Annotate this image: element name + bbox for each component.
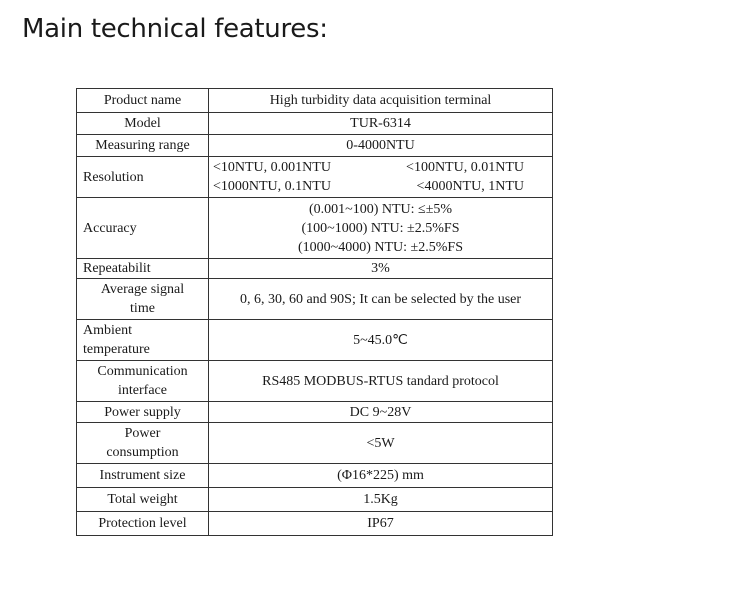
spec-label bbox=[77, 320, 209, 361]
spec-label: Protection level bbox=[77, 512, 209, 536]
table-row bbox=[77, 464, 553, 488]
spec-value: IP67 bbox=[209, 512, 553, 536]
resolution-value: <100NTU, 0.01NTU bbox=[406, 160, 524, 175]
spec-label: Instrument size bbox=[77, 464, 209, 488]
table-row bbox=[77, 259, 553, 279]
accuracy-value: (1000~4000) NTU: ±2.5%FS bbox=[298, 239, 463, 255]
table-row bbox=[77, 423, 553, 464]
spec-label: Resolution bbox=[77, 157, 209, 198]
table-row bbox=[77, 488, 553, 512]
table-row bbox=[77, 361, 553, 402]
spec-label bbox=[77, 361, 209, 402]
spec-label: Accuracy bbox=[77, 198, 209, 259]
resolution-line bbox=[213, 158, 548, 177]
spec-label: Power supply bbox=[77, 402, 209, 423]
spec-label: Product name bbox=[77, 89, 209, 113]
spec-value bbox=[209, 157, 553, 198]
spec-value: 5~45.0℃ bbox=[209, 320, 553, 361]
table-row bbox=[77, 512, 553, 536]
spec-value: RS485 MODBUS-RTUS tandard protocol bbox=[209, 361, 553, 402]
resolution-line bbox=[213, 177, 548, 196]
table-row bbox=[77, 279, 553, 320]
table-row bbox=[77, 135, 553, 157]
resolution-value: <1000NTU, 0.1NTU bbox=[213, 179, 331, 194]
spec-label-line: interface bbox=[118, 383, 167, 398]
spec-value: <5W bbox=[209, 423, 553, 464]
spec-label: Model bbox=[77, 113, 209, 135]
spec-value bbox=[209, 198, 553, 259]
accuracy-value: (100~1000) NTU: ±2.5%FS bbox=[301, 220, 460, 236]
spec-label: Repeatabilit bbox=[77, 259, 209, 279]
spec-label-line: Power bbox=[124, 426, 161, 441]
spec-value: TUR-6314 bbox=[209, 113, 553, 135]
table-row bbox=[77, 402, 553, 423]
page-heading: Main technical features: bbox=[22, 14, 328, 44]
spec-label-line: temperature bbox=[83, 342, 150, 357]
spec-label bbox=[77, 423, 209, 464]
spec-value: (Φ16*225) mm bbox=[209, 464, 553, 488]
spec-label: Total weight bbox=[77, 488, 209, 512]
resolution-value: <4000NTU, 1NTU bbox=[416, 179, 524, 194]
resolution-value: <10NTU, 0.001NTU bbox=[213, 160, 331, 175]
spec-label bbox=[77, 279, 209, 320]
spec-value: 3% bbox=[209, 259, 553, 279]
spec-label-line: Average signal bbox=[100, 282, 185, 297]
table-row bbox=[77, 89, 553, 113]
spec-label-line: Communication bbox=[97, 364, 188, 379]
spec-value: High turbidity data acquisition terminal bbox=[209, 89, 553, 113]
spec-label-line: consumption bbox=[106, 445, 179, 460]
spec-label-line: time bbox=[130, 301, 155, 316]
spec-label: Measuring range bbox=[77, 135, 209, 157]
table-row bbox=[77, 198, 553, 259]
spec-value: 0, 6, 30, 60 and 90S; It can be selected by the user bbox=[209, 279, 553, 320]
spec-value: 0-4000NTU bbox=[209, 135, 553, 157]
spec-value: DC 9~28V bbox=[209, 402, 553, 423]
spec-label-line: Ambient bbox=[83, 323, 132, 338]
table-row bbox=[77, 157, 553, 198]
spec-value: 1.5Kg bbox=[209, 488, 553, 512]
table-row bbox=[77, 320, 553, 361]
table-row bbox=[77, 113, 553, 135]
accuracy-value: (0.001~100) NTU: ≤±5% bbox=[308, 201, 453, 217]
spec-table bbox=[76, 88, 553, 536]
